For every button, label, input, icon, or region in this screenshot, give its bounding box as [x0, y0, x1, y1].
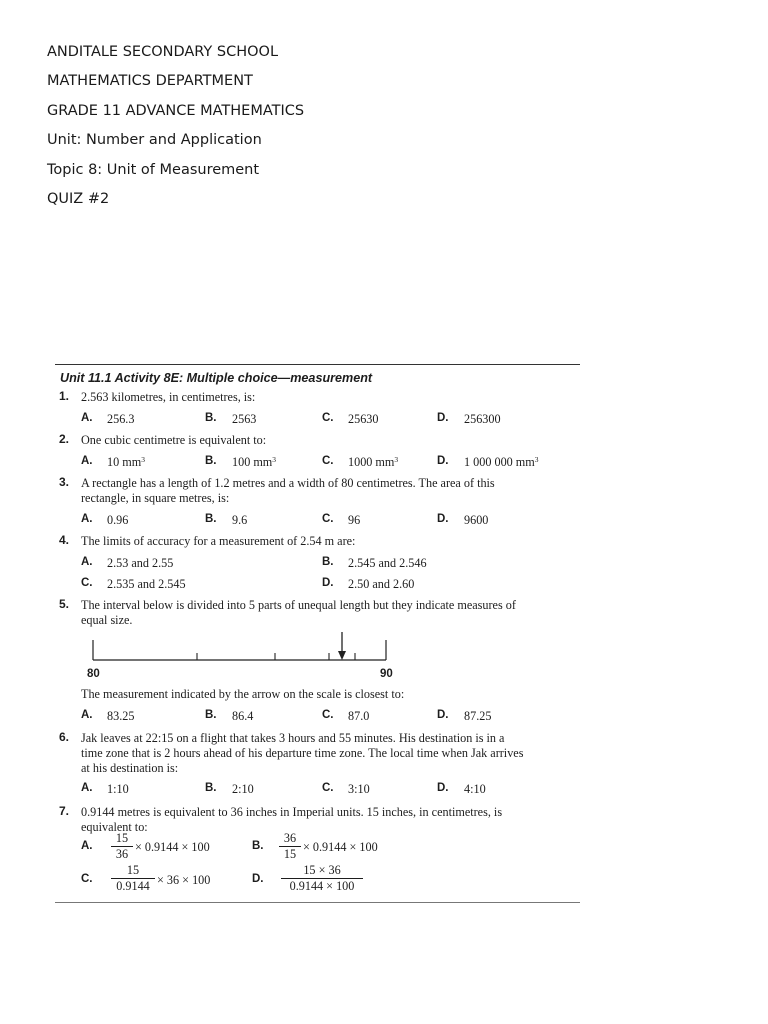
q7-a-numerator: 15 — [115, 831, 129, 845]
q6-text-line3: at his destination is: — [81, 761, 179, 775]
q1-text: 2.563 kilometres, in centimetres, is: — [81, 390, 256, 404]
q6-d-letter: D. — [437, 782, 449, 794]
q7-a-letter: A. — [81, 840, 93, 852]
q2-d-letter: D. — [437, 455, 449, 467]
q2-number: 2. — [59, 432, 70, 446]
document-header — [47, 38, 304, 214]
q3-number: 3. — [59, 475, 70, 489]
q7-c-fraction — [111, 864, 155, 893]
q2-a-text: 10 mm — [107, 455, 142, 469]
scale-start-label: 80 — [87, 668, 100, 680]
q2-b-exponent: 3 — [272, 455, 277, 464]
q2-c-letter: C. — [322, 455, 334, 467]
q1-a-letter: A. — [81, 412, 93, 424]
q6-a-text: 1:10 — [107, 782, 129, 796]
school-name: ANDITALE SECONDARY SCHOOL — [47, 44, 279, 60]
q6-d-text: 4:10 — [464, 782, 486, 796]
q1-c-text: 25630 — [348, 412, 379, 426]
q5-text-line2: equal size. — [81, 613, 133, 627]
q6-c-text: 3:10 — [348, 782, 370, 796]
q7-a-denominator: 36 — [115, 847, 129, 861]
q1-d-text: 256300 — [464, 412, 501, 426]
q2-text: One cubic centimetre is equivalent to: — [81, 433, 267, 447]
scanned-activity — [55, 362, 580, 904]
q5-d-text: 87.25 — [464, 709, 492, 723]
down-arrow-icon — [338, 632, 346, 660]
q5-number: 5. — [59, 597, 70, 611]
bottom-rule — [55, 902, 580, 903]
q7-c-letter: C. — [81, 873, 93, 885]
q6-text-line1: Jak leaves at 22:15 on a flight that takes 3 hours and 55 minutes. His destination is in a — [81, 731, 505, 745]
q2-c-option — [348, 455, 398, 470]
q4-b-letter: B. — [322, 556, 334, 568]
q6-b-letter: B. — [205, 782, 217, 794]
q2-b-option — [232, 455, 276, 470]
q1-b-text: 2563 — [232, 412, 257, 426]
q5-d-letter: D. — [437, 709, 449, 721]
q2-a-option — [107, 455, 145, 470]
q1-a-text: 256.3 — [107, 412, 135, 426]
q1-d-letter: D. — [437, 412, 449, 424]
q4-d-text: 2.50 and 2.60 — [348, 577, 415, 591]
unit-name: Unit: Number and Application — [47, 132, 262, 149]
q2-c-exponent: 3 — [394, 455, 399, 464]
q2-d-exponent: 3 — [534, 455, 539, 464]
q7-d-letter: D. — [252, 873, 264, 885]
q7-d-numerator: 15 × 36 — [303, 863, 341, 877]
q2-a-exponent: 3 — [141, 455, 145, 464]
q4-a-text: 2.53 and 2.55 — [107, 556, 174, 570]
q6-b-text: 2:10 — [232, 782, 254, 796]
q5-stem: The measurement indicated by the arrow on the scale is closest to: — [81, 687, 405, 701]
q7-c-denominator: 0.9144 — [116, 879, 150, 893]
q7-b-letter: B. — [252, 840, 264, 852]
q1-c-letter: C. — [322, 412, 334, 424]
q2-d-text: 1 000 000 mm — [464, 455, 535, 469]
q7-b-tail: × 0.9144 × 100 — [303, 840, 378, 854]
q5-a-text: 83.25 — [107, 709, 135, 723]
q7-text-line1: 0.9144 metres is equivalent to 36 inches in Imperial units. 15 inches, in centimetres, is — [81, 805, 503, 819]
q7-b-fraction — [279, 832, 301, 861]
q1-number: 1. — [59, 389, 70, 403]
q4-number: 4. — [59, 533, 70, 547]
q5-a-letter: A. — [81, 709, 93, 721]
q5-b-text: 86.4 — [232, 709, 254, 723]
q6-number: 6. — [59, 730, 70, 744]
q3-text-line1: A rectangle has a length of 1.2 metres and a width of 80 centimetres. The area of this — [81, 476, 495, 490]
q3-d-text: 9600 — [464, 513, 489, 527]
q5-c-letter: C. — [322, 709, 334, 721]
q6-c-letter: C. — [322, 782, 334, 794]
q3-c-text: 96 — [348, 513, 361, 527]
q7-b-numerator: 36 — [283, 831, 297, 845]
q4-d-letter: D. — [322, 577, 334, 589]
q2-a-letter: A. — [81, 455, 93, 467]
q7-d-denominator: 0.9144 × 100 — [289, 879, 355, 893]
q4-a-letter: A. — [81, 556, 93, 568]
q2-c-text: 1000 mm — [348, 455, 395, 469]
q7-a-fraction — [111, 832, 133, 861]
q1-b-letter: B. — [205, 412, 217, 424]
q7-text-line2: equivalent to: — [81, 820, 148, 834]
q7-d-fraction — [281, 864, 363, 893]
quiz-label: QUIZ #2 — [47, 190, 110, 207]
q5-text-line1: The interval below is divided into 5 parts of unequal length but they indicate measures of — [81, 598, 516, 612]
q3-a-letter: A. — [81, 513, 93, 525]
q4-c-letter: C. — [81, 577, 93, 589]
q2-b-letter: B. — [205, 455, 217, 467]
number-line-diagram — [85, 632, 405, 682]
q6-a-letter: A. — [81, 782, 93, 794]
q3-c-letter: C. — [322, 513, 334, 525]
q3-d-letter: D. — [437, 513, 449, 525]
q7-c-tail: × 36 × 100 — [157, 873, 211, 887]
q2-d-option — [464, 455, 539, 470]
activity-title: Unit 11.1 Activity 8E: Multiple choice—measurement — [60, 371, 373, 385]
q5-b-letter: B. — [205, 709, 217, 721]
q3-b-text: 9.6 — [232, 513, 248, 527]
q7-number: 7. — [59, 804, 70, 818]
q3-b-letter: B. — [205, 513, 217, 525]
scale-end-label: 90 — [380, 668, 393, 680]
q7-a-tail: × 0.9144 × 100 — [135, 840, 210, 854]
q4-b-text: 2.545 and 2.546 — [348, 556, 427, 570]
department-name: MATHEMATICS DEPARTMENT — [47, 73, 253, 90]
q6-text-line2: time zone that is 2 hours ahead of his departure time zone. The local time when Jak arrives — [81, 746, 524, 760]
q5-c-text: 87.0 — [348, 709, 370, 723]
topic-name: Topic 8: Unit of Measurement — [47, 161, 260, 178]
q3-a-text: 0.96 — [107, 513, 129, 527]
q3-text-line2: rectangle, in square metres, is: — [81, 491, 230, 505]
grade-name: GRADE 11 ADVANCE MATHEMATICS — [47, 102, 305, 119]
q7-b-denominator: 15 — [283, 847, 297, 861]
top-rule — [55, 364, 580, 365]
q4-text: The limits of accuracy for a measurement of 2.54 m are: — [81, 534, 356, 548]
q2-b-text: 100 mm — [232, 455, 273, 469]
q4-c-text: 2.535 and 2.545 — [107, 577, 186, 591]
q7-c-numerator: 15 — [126, 863, 140, 877]
